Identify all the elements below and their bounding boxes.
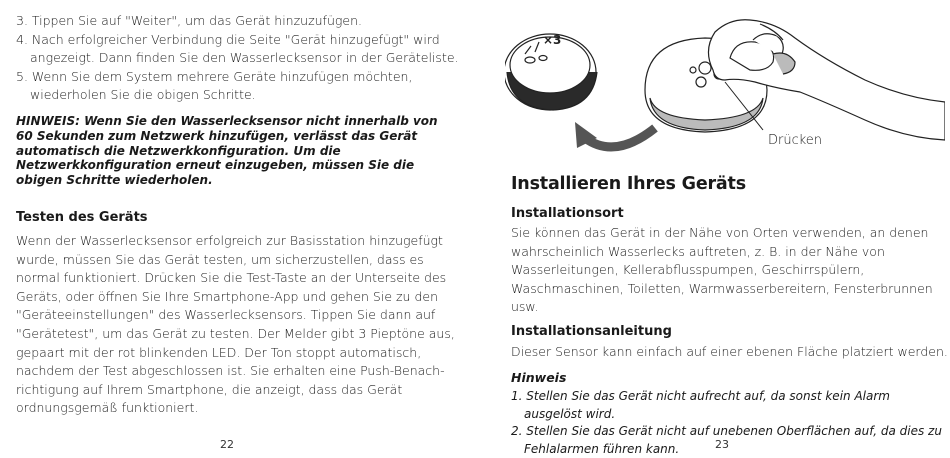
beep-count-label: ×3 <box>543 33 562 47</box>
location-heading: Installationsort <box>511 206 624 221</box>
test-heading: Testen des Geräts <box>16 210 148 225</box>
press-label: Drücken <box>768 133 823 148</box>
location-paragraph: Sie können das Gerät in der Nähe von Orten verwenden, an denen wahrscheinlich Wasserlecks auftreten, z. B. in der Nähe von Wasserleitungen, Kellerabflusspumpen, Geschirrspülern, Waschmaschinen, Toiletten, Warmwasserbereitern, Fensterbrunnen usw. <box>511 225 933 315</box>
page-right <box>475 0 950 455</box>
step-4: 4. Nach erfolgreicher Verbindung die Seite "Gerät hinzugefügt" wird angezeigt. Dann finden Sie den Wasserlecksensor in der Geräteliste. <box>16 31 459 65</box>
step-5: 5. Wenn Sie dem System mehrere Geräte hinzufügen möchten, wiederholen Sie die obigen Schritte. <box>16 68 413 102</box>
device-illustration <box>505 10 945 170</box>
install-heading: Installieren Ihres Geräts <box>511 174 746 194</box>
hint-heading: Hinweis <box>511 370 567 385</box>
flip-arrow-icon <box>575 122 655 148</box>
instructions-paragraph: Dieser Sensor kann einfach auf einer ebenen Fläche platziert werden. <box>511 344 948 359</box>
instructions-heading: Installationsanleitung <box>511 324 672 339</box>
network-note: HINWEIS: Wenn Sie den Wasserlecksensor nicht innerhalb von 60 Sekunden zum Netzwerk hinzufügen, verlässt das Gerät automatisch die Netzwerkkonfiguration. Um die Netzwerkkonfiguration erneut einzugeben, müssen Sie die obigen Schritte wiederholen. <box>16 114 438 188</box>
page-number-right: 23 <box>715 438 729 451</box>
hint-item-2: 2. Stellen Sie das Gerät nicht auf unebenen Oberflächen auf, da dies zu Fehlalarmen führen kann. <box>511 424 942 456</box>
hint-item-1: 1. Stellen Sie das Gerät nicht aufrecht auf, da sonst kein Alarm ausgelöst wird. <box>511 389 890 421</box>
step-3: 3. Tippen Sie auf "Weiter", um das Gerät hinzuzufügen. <box>16 13 362 28</box>
steps-list <box>16 12 461 105</box>
sensor-device-icon <box>505 33 597 110</box>
page-left <box>0 0 475 455</box>
page-number-left: 22 <box>220 438 234 451</box>
test-paragraph: Wenn der Wasserlecksensor erfolgreich zur Basisstation hinzugefügt wurde, müssen Sie das Gerät testen, um sicherzustellen, dass es normal funktioniert. Drücken Sie die Test-Taste an der Unterseite des Geräts, oder öffnen Sie Ihre Smartphone-App und gehen Sie zu den "Geräteeinstellungen" des Wasserlecksensors. Tippen Sie dann auf "Gerätetest", um das Gerät zu testen. Der Melder gibt 3 Pieptöne aus, gepaart mit der rot blinkenden LED. Der Ton stoppt automatisch, nachdem der Test abgeschlossen ist. Sie erhalten eine Push-Benachrichtigung auf Ihrem Smartphone, die anzeigt, dass das Gerät ordnungsgemäß funktioniert. <box>16 233 455 416</box>
